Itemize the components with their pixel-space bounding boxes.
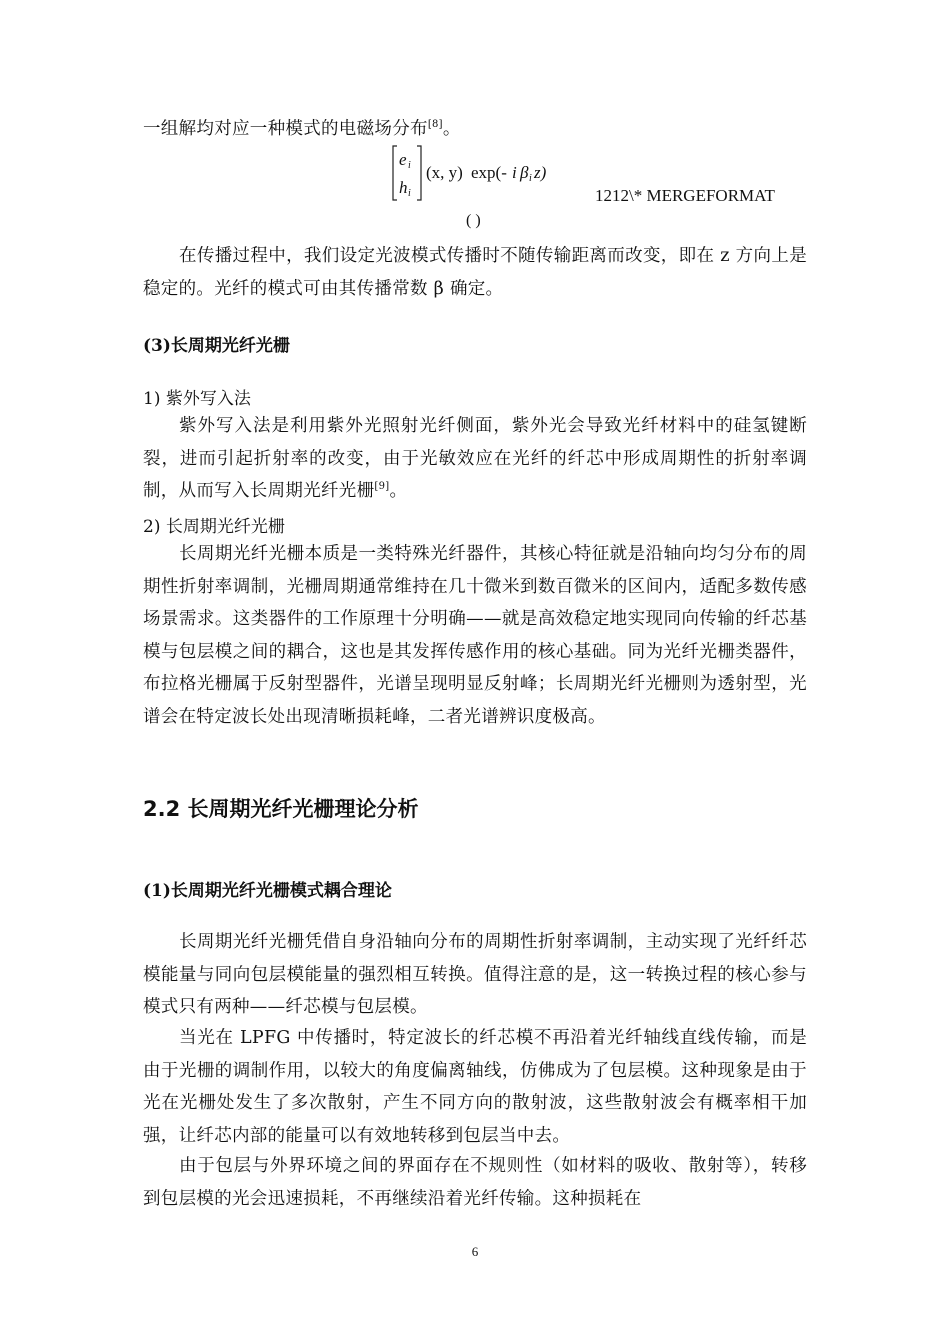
left-bracket <box>393 146 397 200</box>
formula-i: i <box>512 163 517 182</box>
paragraph-lpfg: 长周期光纤光栅本质是一类特殊光纤器件，其核心特征就是沿轴向均匀分布的周期性折射率调制，光栅周期通常维持在几十微米到数百微米的区间内，适配多数传感场景需求。这类器件的工作原理十分明确——就是高效稳定地实现同向传输的纤芯基模与包层模之间的耦合，这也是其发挥传感作用的核心基础。同为光纤光栅类器件，布拉格光栅属于反射型器件，光谱呈现明显反射峰；长周期光纤光栅则为透射型，光谱会在特定波长处出现清晰损耗峰，二者光谱辨识度极高。 <box>143 544 807 727</box>
equation-reference: 1212\* MERGEFORMAT <box>595 186 775 205</box>
formula-e: e <box>399 150 407 169</box>
paragraph-coupling: 长周期光纤光栅凭借自身沿轴向分布的周期性折射率调制，主动实现了光纤纤芯模能量与同向包层模能量的强烈相互转换。值得注意的是，这一转换过程的核心参与模式只有两种——纤芯模与包层模。 <box>143 932 807 1017</box>
intro-end: 。 <box>442 119 461 139</box>
item-lpfg: 2) 长周期光纤光栅 <box>143 517 285 537</box>
paragraph-propagation: 在传播过程中，我们设定光波模式传播时不随传输距离而改变，即在 z 方向上是稳定的。光纤的模式可由其传播常数 β 确定。 <box>143 246 807 299</box>
paragraph-lpfg-propagation: 当光在 LPFG 中传播时，特定波长的纤芯模不再沿着光纤轴线直线传输，而是由于光栅的调制作用，以较大的角度偏离轴线，仿佛成为了包层模。这种现象是由于光在光栅处发生了多次散射，产生不同方向的散射波，这些散射波会有概率相干加强，让纤芯内部的能量可以有效地转移到包层当中去。 <box>143 1028 807 1146</box>
intro-text: 一组解均对应一种模式的电磁场分布 <box>143 119 428 139</box>
paragraph-cladding-loss: 由于包层与外界环境之间的界面存在不规则性（如材料的吸收、散射等），转移到包层模的光会迅速损耗，不再继续沿着光纤传输。这种损耗在 <box>143 1156 807 1209</box>
uv-text: 紫外写入法是利用紫外光照射光纤侧面，紫外光会导致光纤材料中的硅氢键断裂，进而引起折射率的改变，由于光敏效应在光纤的纤芯中形成周期性的折射率调制，从而写入长周期光纤光栅 <box>143 416 807 501</box>
formula-beta: β <box>520 163 529 182</box>
citation-8: [8] <box>427 119 443 131</box>
item-uv-writing: 1) 紫外写入法 <box>143 389 251 409</box>
formula-svg <box>391 144 561 206</box>
formula-exp: exp(- <box>471 163 507 182</box>
heading-lpfg: (3)长周期光纤光栅 <box>143 336 290 356</box>
formula-coords: (x, y) <box>426 163 463 182</box>
paragraph-uv-writing <box>143 410 807 508</box>
page-number: 6 <box>471 1244 479 1259</box>
formula-h-sub: i <box>408 188 411 199</box>
mode-field-formula <box>391 144 561 206</box>
citation-9: [9] <box>374 481 390 493</box>
intro-line <box>143 113 807 146</box>
right-bracket <box>417 146 421 200</box>
formula-z: z) <box>534 163 547 182</box>
formula-beta-sub: i <box>529 173 532 184</box>
formula-h: h <box>399 178 408 197</box>
heading-mode-coupling: (1)长周期光纤光栅模式耦合理论 <box>143 881 392 901</box>
uv-end: 。 <box>389 481 408 501</box>
formula-e-sub: i <box>408 160 411 171</box>
section-heading-2-2: 2.2 长周期光纤光栅理论分析 <box>143 797 419 821</box>
equation-parentheses: ( ) <box>466 212 481 229</box>
